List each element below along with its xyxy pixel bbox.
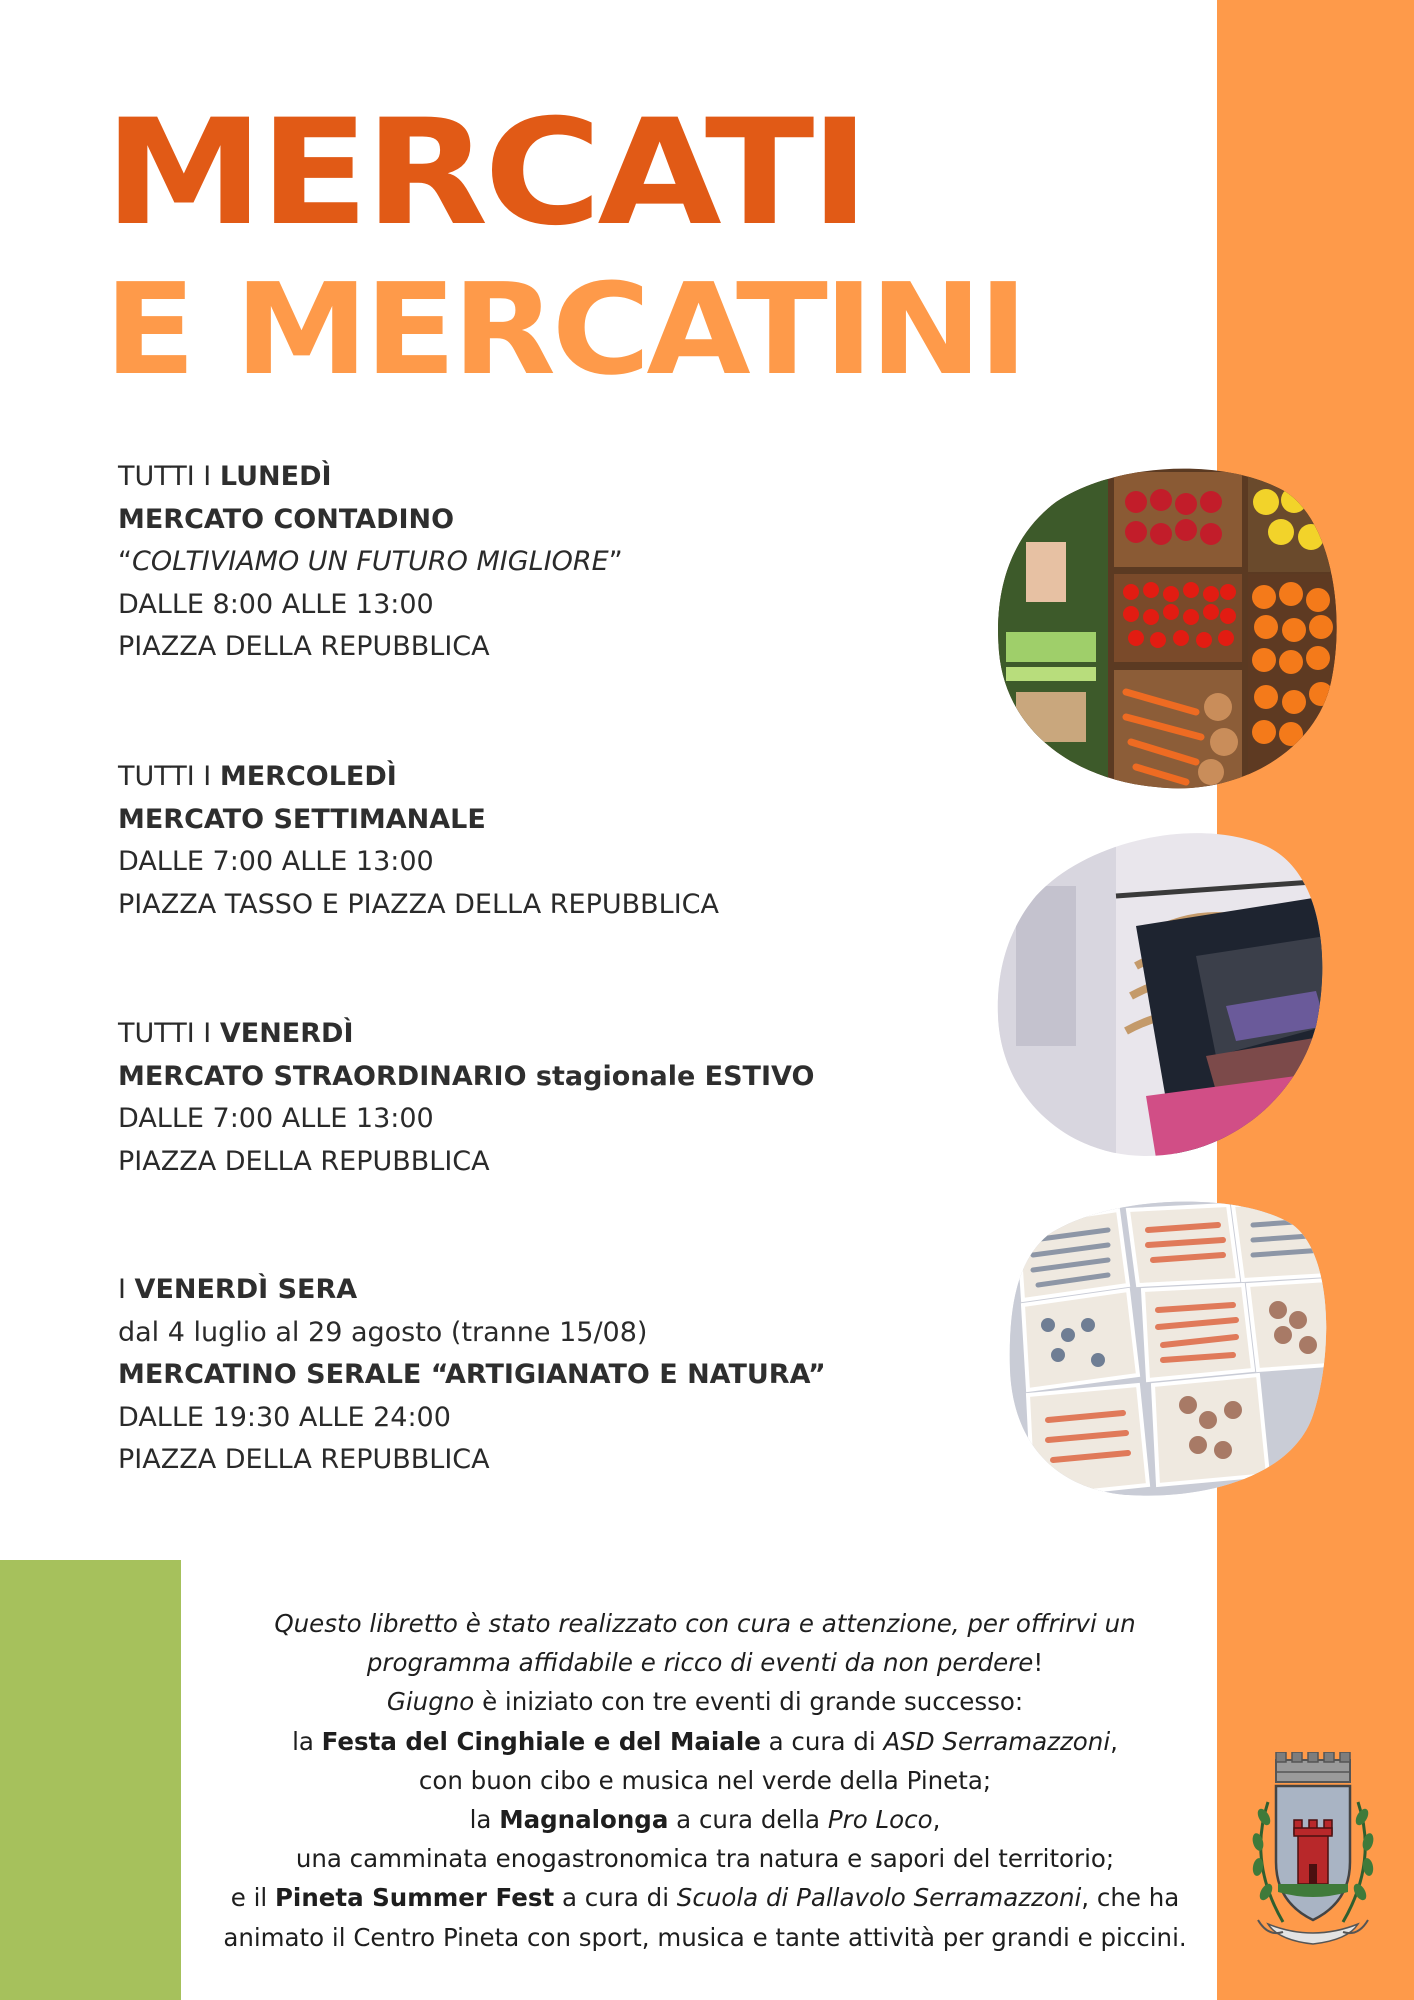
event-name: MERCATINO SERALE “ARTIGIANATO E NATURA”	[118, 1359, 826, 1390]
event-wednesday	[118, 756, 978, 926]
intro-paragraph: Questo libretto è stato realizzato con cura e attenzione, per offrirvi un programma affidabile e ricco di eventi da non perdere! Giugno è iniziato con tre eventi di grande successo: la Festa del Cinghiale e del Maiale a cura di ASD Serramazzoni, con buon cibo e musica nel verde della Pineta; la Magnalonga a cura della Pro Loco, una camminata enogastronomica tra natura e sapori del territorio; e il Pineta Summer Fest a cura di Scuola di Pallavolo Serramazzoni, che ha animato il Centro Pineta con sport, musica e tante attività per grandi e piccini.	[223, 1609, 1187, 1952]
event-day: TUTTI I MERCOLEDÌ	[118, 761, 397, 792]
event-friday-evening	[118, 1269, 978, 1482]
event-place: PIAZZA DELLA REPUBBLICA	[118, 1145, 490, 1177]
event-friday	[118, 1013, 978, 1183]
clothes-rack-photo	[996, 826, 1326, 1158]
green-corner-block	[0, 1560, 181, 2000]
title-line-1: MERCATI	[104, 88, 866, 258]
event-place: PIAZZA DELLA REPUBBLICA	[118, 631, 490, 662]
event-day: TUTTI I VENERDÌ	[118, 1018, 354, 1049]
event-motto: “COLTIVIAMO UN FUTURO MIGLIORE”	[118, 546, 623, 577]
event-place: PIAZZA TASSO E PIAZZA DELLA REPUBBLICA	[118, 888, 719, 920]
vegetables-photo	[996, 462, 1340, 792]
event-day: I VENERDÌ SERA	[118, 1274, 358, 1305]
event-monday	[118, 456, 978, 669]
event-name: MERCATO STRAORDINARIO stagionale ESTIVO	[118, 1060, 815, 1092]
event-hours: DALLE 8:00 ALLE 13:00	[118, 588, 434, 620]
event-hours: DALLE 19:30 ALLE 24:00	[118, 1401, 451, 1433]
event-hours: DALLE 7:00 ALLE 13:00	[118, 846, 434, 877]
event-name: MERCATO CONTADINO	[118, 503, 455, 535]
event-hours: DALLE 7:00 ALLE 13:00	[118, 1103, 434, 1134]
event-name: MERCATO SETTIMANALE	[118, 803, 486, 835]
fish-market-photo	[1008, 1195, 1328, 1497]
municipal-crest-icon	[1238, 1752, 1388, 1952]
event-dates: dal 4 luglio al 29 agosto (tranne 15/08)	[118, 1316, 648, 1348]
event-place: PIAZZA DELLA REPUBBLICA	[118, 1444, 490, 1475]
title-line-2: E MERCATINI	[104, 256, 1024, 403]
event-day: TUTTI I LUNEDÌ	[118, 461, 332, 492]
